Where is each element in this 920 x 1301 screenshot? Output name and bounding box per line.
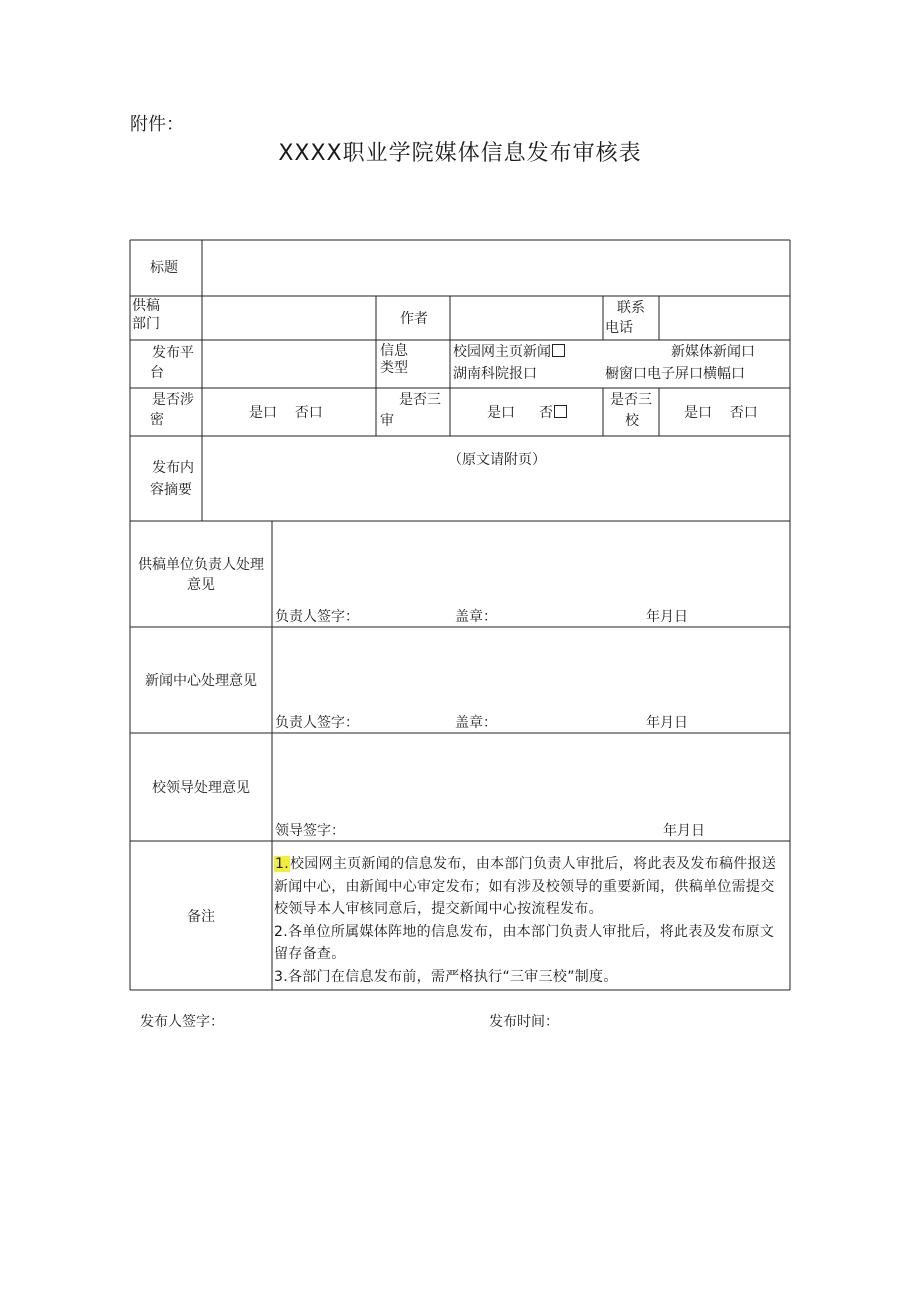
dept-label-2: 部门 [132, 316, 160, 332]
remarks-item-3: 3.各部门在信息发布前，需严格执行“三审三校”制度。 [274, 968, 618, 985]
secret-label-1: 是否涉 [152, 392, 194, 408]
news-opinion-label: 新闻中心处理意见 [145, 673, 257, 689]
leader-date-label: 年月日 [663, 823, 705, 839]
news-signer-label: 负责人签字： [275, 715, 359, 731]
three-check-label-1: 是否三 [610, 392, 652, 408]
secret-options[interactable]: 是口 否口 [249, 405, 323, 421]
summary-label-1: 发布内 [152, 460, 194, 476]
platform-field[interactable] [203, 341, 375, 387]
phone-label-1: 联系 [617, 300, 645, 316]
dept-field[interactable] [203, 297, 375, 339]
dept-signer-label: 负责人签字： [275, 609, 359, 625]
platform-label-1: 发布平 [152, 345, 194, 361]
three-check-options[interactable]: 是口 否口 [684, 405, 758, 421]
platform-label-2: 台 [150, 365, 164, 381]
remarks-item-2: 2.各单位所属媒体阵地的信息发布，由本部门负责人审批后，将此表及发布原文留存备查。 [274, 923, 775, 962]
secret-label-2: 密 [150, 412, 164, 428]
summary-field[interactable] [203, 470, 789, 520]
info-type-label-2: 类型 [380, 360, 408, 376]
page-title: XXXX职业学院媒体信息发布审核表 [278, 141, 642, 166]
info-type-label-1: 信息 [380, 343, 408, 359]
news-date-label: 年月日 [646, 715, 688, 731]
type-option-display[interactable]: 橱窗口电子屏口横幅口 [605, 366, 745, 382]
type-option-campus-web-label: 校园网主页新闻 [453, 344, 551, 360]
three-review-yes[interactable]: 是口 [487, 405, 515, 421]
attachment-label: 附件： [130, 114, 184, 135]
phone-field[interactable] [660, 297, 789, 339]
dept-opinion-label-1: 供稿单位负责人处理 [138, 557, 264, 573]
summary-label-2: 容摘要 [150, 482, 192, 498]
title-field[interactable] [203, 241, 789, 295]
publish-time-label: 发布时间： [489, 1014, 559, 1030]
checkbox-icon[interactable] [552, 344, 565, 357]
three-review-no-label: 否 [539, 405, 553, 421]
highlight-marker: 1. [275, 856, 289, 872]
leader-sign-label: 领导签字： [275, 823, 345, 839]
dept-date-label: 年月日 [646, 609, 688, 625]
three-review-no[interactable] [539, 403, 567, 423]
dept-seal-label: 盖章： [455, 609, 497, 625]
remarks-content [274, 853, 786, 988]
leader-opinion-field[interactable] [273, 734, 789, 814]
publisher-sign-label: 发布人签字： [140, 1014, 224, 1030]
phone-label-2: 电话 [605, 320, 633, 336]
author-label: 作者 [400, 311, 428, 327]
news-seal-label: 盖章： [455, 715, 497, 731]
summary-note: （原文请附页） [448, 452, 546, 468]
three-review-label-2: 审 [380, 413, 394, 429]
title-label: 标题 [150, 260, 178, 276]
remarks-item-1-text: 校园网主页新闻的信息发布，由本部门负责人审批后，将此表及发布稿件报送新闻中心，由新闻中心审定发布；如有涉及校领导的重要新闻，供稿单位需提交校领导本人审核同意后，提交新闻中心按流程发布。 [274, 856, 777, 917]
dept-opinion-field[interactable] [273, 522, 789, 602]
news-opinion-field[interactable] [273, 628, 789, 708]
type-option-school-paper[interactable]: 湖南科院报口 [453, 366, 537, 382]
three-review-label-1: 是否三 [399, 392, 441, 408]
three-check-label-2: 校 [625, 413, 639, 429]
leader-opinion-label: 校领导处理意见 [152, 780, 250, 796]
checkbox-icon[interactable] [554, 405, 567, 418]
type-option-campus-web[interactable] [453, 342, 565, 362]
dept-opinion-label-2: 意见 [187, 577, 215, 593]
type-option-new-media[interactable]: 新媒体新闻口 [671, 344, 755, 360]
remarks-label: 备注 [187, 909, 215, 925]
dept-label-1: 供稿 [132, 298, 160, 314]
author-field[interactable] [451, 297, 602, 339]
remarks-item-1 [274, 853, 786, 921]
